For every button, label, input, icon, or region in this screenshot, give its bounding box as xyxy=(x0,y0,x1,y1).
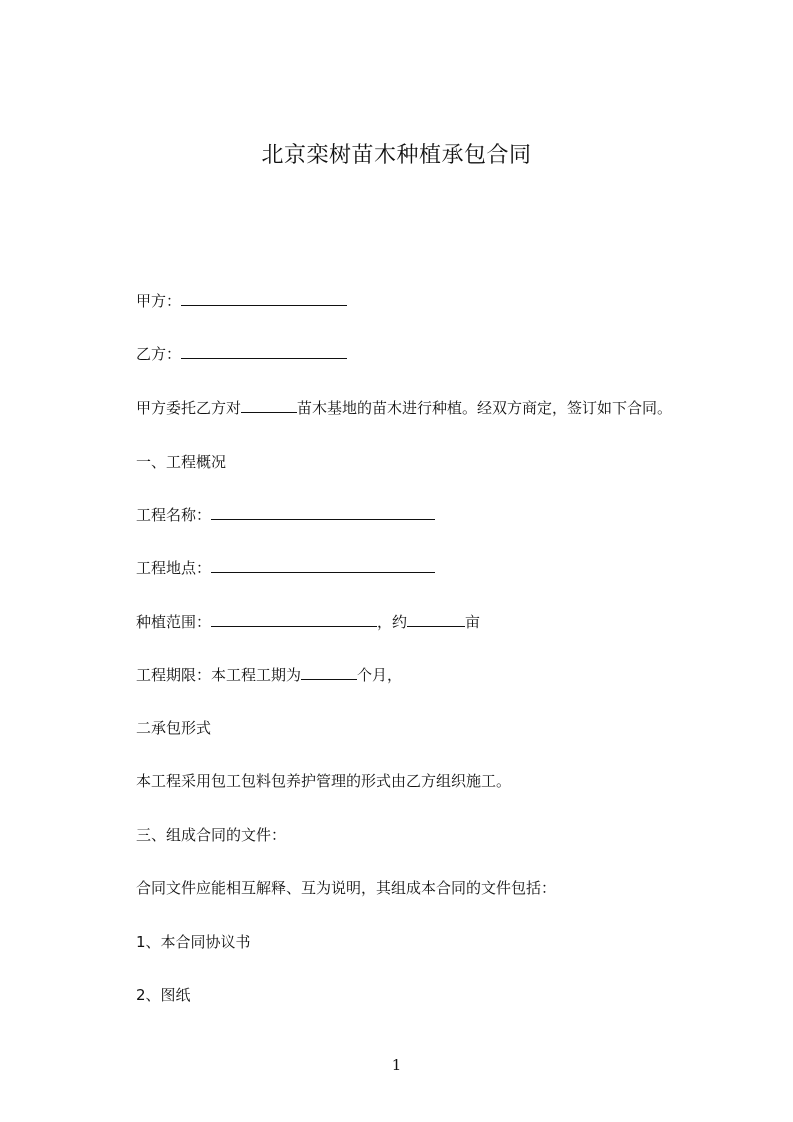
section1-heading: 一、工程概况 xyxy=(136,453,227,471)
area-unit: 亩 xyxy=(465,613,481,631)
intro-text-start: 甲方委托乙方对 xyxy=(136,399,242,417)
party-b-line xyxy=(136,343,347,365)
party-b-label: 乙方： xyxy=(136,345,182,363)
project-period-label: 工程期限：本工程工期为 xyxy=(136,666,302,684)
intro-paragraph xyxy=(136,397,672,419)
project-name-label: 工程名称： xyxy=(136,506,212,524)
project-location-blank xyxy=(211,558,435,573)
list-item: 2、图纸 xyxy=(136,986,191,1004)
area-blank xyxy=(407,612,465,627)
document-title: 北京栾树苗木种植承包合同 xyxy=(261,143,532,168)
party-a-line xyxy=(136,290,347,312)
party-a-blank xyxy=(181,291,347,306)
planting-scope-about: ，约 xyxy=(377,613,408,631)
project-name-line xyxy=(136,504,435,526)
planting-scope-blank xyxy=(211,612,377,627)
planting-scope-label: 种植范围： xyxy=(136,613,212,631)
page-number: 1 xyxy=(391,1056,402,1074)
project-name-blank xyxy=(211,505,435,520)
base-name-blank xyxy=(241,398,297,413)
project-period-unit: 个月， xyxy=(357,666,403,684)
section3-heading: 三、组成合同的文件： xyxy=(136,826,287,844)
project-period-line xyxy=(136,664,402,686)
section2-text: 本工程采用包工包料包养护管理的形式由乙方组织施工。 xyxy=(136,772,512,790)
section3-text: 合同文件应能相互解释、互为说明，其组成本合同的文件包括： xyxy=(136,879,557,897)
party-b-blank xyxy=(181,344,347,359)
section2-heading: 二承包形式 xyxy=(136,719,212,737)
months-blank xyxy=(301,665,357,680)
project-location-label: 工程地点： xyxy=(136,559,212,577)
list-item: 1、本合同协议书 xyxy=(136,933,251,951)
intro-text-end: 苗木基地的苗木进行种植。经双方商定，签订如下合同。 xyxy=(297,399,673,417)
planting-scope-line xyxy=(136,611,480,633)
project-location-line xyxy=(136,557,435,579)
party-a-label: 甲方： xyxy=(136,292,182,310)
